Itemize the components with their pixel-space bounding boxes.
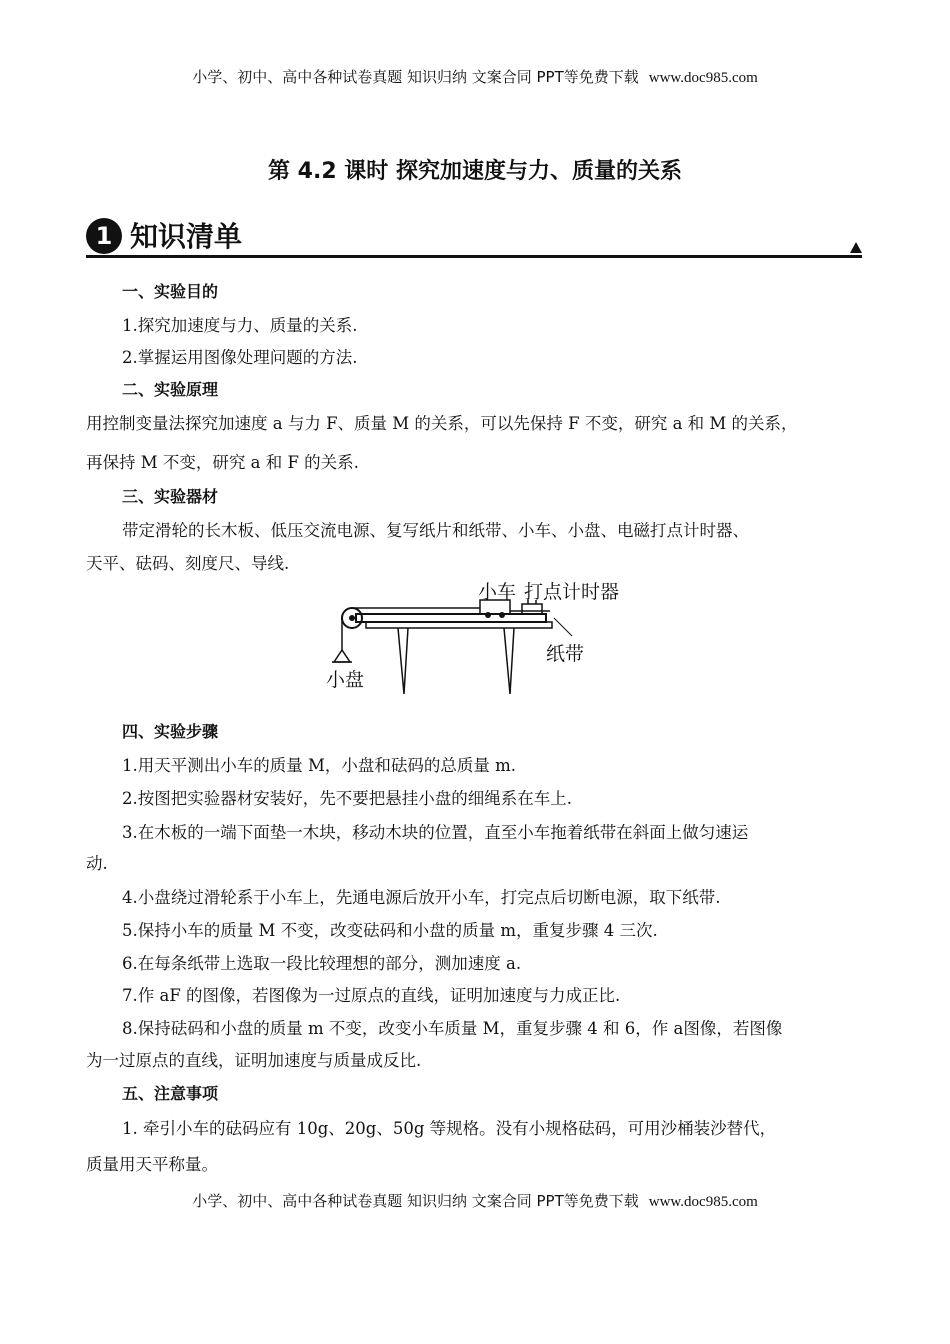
apparatus-diagram xyxy=(318,576,638,702)
section-underline xyxy=(86,255,862,258)
tape-label: 纸带 xyxy=(546,643,585,665)
table-leg xyxy=(504,628,514,694)
page-title: 第 4.2 课时 探究加速度与力、质量的关系 xyxy=(268,159,682,184)
notes-heading: 五、注意事项 xyxy=(122,1084,219,1103)
principle-line: 再保持 M 不变，研究 a 和 F 的关系. xyxy=(86,453,359,472)
steps-heading: 四、实验步骤 xyxy=(122,722,219,741)
principle-heading: 二、实验原理 xyxy=(122,380,219,399)
page-footer xyxy=(0,1190,950,1211)
header-text: 小学、初中、高中各种试卷真题 知识归纳 文案合同 PPT等免费下载 xyxy=(192,68,639,86)
cart-label: 小车 xyxy=(478,581,517,603)
tray-icon xyxy=(334,650,350,662)
equipment-line: 带定滑轮的长木板、低压交流电源、复写纸片和纸带、小车、小盘、电磁打点计时器、 xyxy=(122,521,749,540)
timer-icon xyxy=(522,604,542,614)
step-line: 3.在木板的一端下面垫一木块，移动木块的位置，直至小车拖着纸带在斜面上做匀速运 xyxy=(122,823,749,842)
equipment-line: 天平、砝码、刻度尺、导线. xyxy=(86,554,290,573)
purpose-item: 2.掌握运用图像处理问题的方法. xyxy=(122,348,358,367)
triangle-icon xyxy=(850,242,862,253)
note-line: 1. 牵引小车的砝码应有 10g、20g、50g 等规格。没有小规格砝码，可用沙桶装沙替代， xyxy=(122,1119,777,1138)
section-number: 1 xyxy=(86,218,122,254)
equipment-heading: 三、实验器材 xyxy=(122,487,219,506)
step-line: 动. xyxy=(86,854,108,873)
footer-site[interactable]: www.doc985.com xyxy=(648,1194,758,1210)
step-line: 4.小盘绕过滑轮系于小车上，先通电源后放开小车，打完点后切断电源，取下纸带. xyxy=(122,888,721,907)
timer-label: 打点计时器 xyxy=(524,581,620,603)
long-board xyxy=(356,614,546,622)
pulley-icon xyxy=(342,608,362,628)
footer-text: 小学、初中、高中各种试卷真题 知识归纳 文案合同 PPT等免费下载 xyxy=(192,1192,639,1210)
tray-label: 小盘 xyxy=(326,669,365,691)
step-line: 2.按图把实验器材安装好，先不要把悬挂小盘的细绳系在车上. xyxy=(122,789,572,808)
table-leg xyxy=(398,628,408,694)
purpose-item: 1.探究加速度与力、质量的关系. xyxy=(122,316,358,335)
step-line: 1.用天平测出小车的质量 M，小盘和砝码的总质量 m. xyxy=(122,756,517,775)
step-line: 5.保持小车的质量 M 不变，改变砝码和小盘的质量 m，重复步骤 4 三次. xyxy=(122,921,658,940)
page-header xyxy=(0,66,950,87)
purpose-heading: 一、实验目的 xyxy=(122,282,219,301)
note-line: 质量用天平称量。 xyxy=(86,1155,218,1174)
step-line: 为一过原点的直线，证明加速度与质量成反比. xyxy=(86,1051,422,1070)
section-title: 知识清单 xyxy=(130,220,243,253)
step-line: 8.保持砝码和小盘的质量 m 不变，改变小车质量 M，重复步骤 4 和 6，作 a图像，若图像 xyxy=(122,1019,783,1038)
header-site[interactable]: www.doc985.com xyxy=(648,70,758,86)
principle-line: 用控制变量法探究加速度 a 与力 F、质量 M 的关系，可以先保持 F 不变，研究 a 和 M 的关系， xyxy=(86,414,798,433)
step-line: 6.在每条纸带上选取一段比较理想的部分，测加速度 a. xyxy=(122,954,522,973)
step-line: 7.作 aF 的图像，若图像为一过原点的直线，证明加速度与力成正比. xyxy=(122,986,621,1005)
section-heading xyxy=(86,215,862,255)
